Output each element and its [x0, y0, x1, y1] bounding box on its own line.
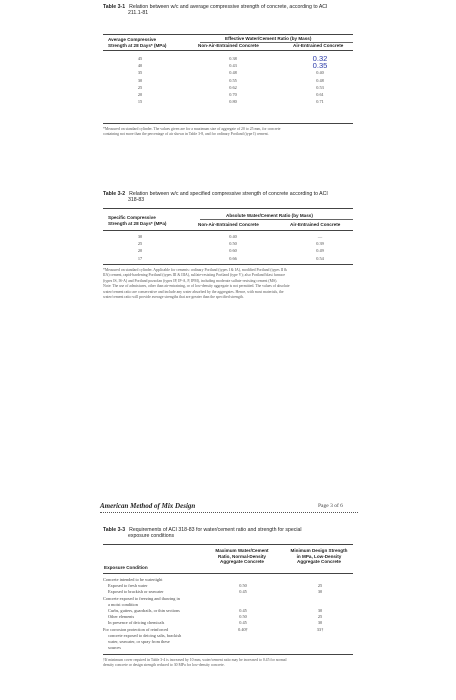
table-row: Exposed to brackish or seawater — [108, 589, 164, 595]
table-cell: 0.40† — [238, 626, 248, 632]
table3-bottom-rule — [103, 654, 353, 655]
table-cell: 30 — [317, 607, 323, 613]
table-cell: 40 — [137, 63, 143, 69]
table-row: In presence of deicing chemicals — [108, 620, 165, 626]
table-row: For corrosion protection of reinforced — [103, 626, 169, 632]
table-cell: 0.62 — [229, 84, 237, 90]
table-cell: 30 — [317, 620, 323, 626]
table-row: Curbs, gutters, guardrails, or thin sections — [108, 607, 180, 613]
table2-footnote: *Measured on standard cylinder. Applicable for cements: ordinary Portland (types I & IA), modified Portland (types II & IIA) cement, rapid-hardening Portland (types III & IIIA), sulfate-resisting Portland (type V); also Portland blast furnace (types IS, IS-A) and Portland pozzolan (types IP, IP-A, P, IPM), including moderate sulfate-resisting cement (MS). Note: The use of admixtures, other than air-entraining, or of low-density aggregate is not permitted. The values of absolute water/cement ratio are conservative and include any water absorbed by the aggregates. Hence, with most materials, the water/cement ratio will provide average strengths that are greater than the specified strength. — [103, 268, 290, 300]
table-cell: 0.50 — [239, 614, 247, 620]
table-cell: 0.43 — [229, 63, 237, 69]
table-cell: 0.60 — [229, 248, 237, 254]
table2-top-rule — [103, 208, 353, 209]
table3-head-strength: Minimum Design Strength in MPa, Low-Density Aggregate Concrete — [290, 548, 348, 565]
table2-air-column — [307, 233, 333, 262]
table-cell-handwritten: 0.32 — [312, 54, 328, 63]
table1-caption — [103, 4, 328, 17]
table-cell: 25 — [317, 614, 323, 620]
table3-head-exposure: Exposure Condition — [104, 565, 148, 570]
table2-head-non-air: Non-Air-Entrained Concrete — [198, 222, 259, 227]
table-cell: 20 — [137, 91, 143, 97]
table3-footnote: †If minimum cover required in Table 3-4 is increased by 10 mm, water/cement ratio may be increased to 0.45 for normal density concrete or design strength reduced to 30 MPa for low-density concrete. — [103, 658, 287, 668]
table-cell: 0.38 — [229, 56, 237, 61]
table-cell: 0.39 — [316, 241, 324, 247]
table1-top-rule — [103, 34, 353, 35]
table-cell: 0.45 — [239, 620, 247, 626]
table-cell: 0.49 — [316, 248, 324, 254]
table2-group-rule — [200, 219, 353, 220]
table-cell: 20 — [137, 248, 143, 254]
table-row: sources — [108, 645, 121, 651]
table1-head-group: Effective Water/Cement Ratio (by Mass) — [225, 36, 312, 41]
section-title: American Method of Mix Design — [100, 502, 196, 510]
table-cell: 25 — [137, 241, 143, 247]
table2-head-air: Air-Entrained Concrete — [290, 222, 341, 227]
table-cell: 0.80 — [229, 99, 237, 105]
table-cell: 0.48 — [229, 70, 237, 76]
table2-title: Relation between w/c and specified compressive strength of concrete according to ACI — [129, 191, 328, 197]
table2-caption — [103, 191, 328, 204]
table-cell: 45 — [137, 56, 143, 61]
table1-label: Table 3-1 — [103, 4, 126, 10]
table2-head-rule — [103, 230, 353, 231]
table-row: Concrete exposed to freezing and thawing in — [103, 595, 180, 601]
page-number: Page 3 of 6 — [318, 503, 343, 509]
table-cell: 0.40 — [229, 234, 237, 239]
table-cell: — — [317, 234, 323, 239]
table1-strength-column — [130, 55, 150, 105]
table1-non-air-column — [222, 55, 244, 105]
table-cell: 33† — [316, 626, 324, 632]
table1-head-air: Air-Entrained Concrete — [293, 43, 344, 48]
table2-label: Table 3-2 — [103, 191, 126, 197]
table1-head-strength: Average Compressive Strength at 28 Days* (MPa) — [108, 37, 167, 48]
table3-head-wc: Maximum Water/Cement Ratio, Normal-Density Aggregate Concrete — [215, 548, 269, 565]
table1-bottom-rule — [103, 123, 353, 124]
table2-non-air-column — [222, 233, 244, 262]
table-cell: 0.53 — [316, 84, 324, 90]
table3-title-line2: exposure conditions — [128, 533, 175, 540]
table3-caption — [103, 527, 302, 540]
table-cell: 30 — [317, 589, 323, 595]
table-cell: 17 — [137, 255, 143, 261]
table3-head-rule — [103, 573, 353, 574]
table-row: Other elements — [108, 614, 135, 620]
table-cell: 0.61 — [316, 91, 324, 97]
table1-title-line2: 211.1-81 — [128, 10, 149, 17]
table-cell: 15 — [137, 99, 143, 105]
table2-title-line2: 318-83 — [128, 197, 145, 204]
table2-bottom-rule — [103, 264, 353, 265]
table-cell: 0.48 — [316, 77, 324, 83]
table-cell: 0.54 — [316, 255, 324, 261]
table-cell: 35 — [137, 70, 143, 76]
table-row: concrete exposed to deicing salts, brackish — [108, 632, 182, 638]
table-row: Exposed to fresh water — [108, 583, 148, 589]
table-cell: 0.70 — [229, 91, 237, 97]
table-cell-handwritten: 0.35 — [312, 61, 328, 71]
table3-wc-column — [232, 577, 254, 651]
table-cell: 0.45 — [239, 607, 247, 613]
table-row: a moist condition — [108, 601, 138, 607]
table-cell: 0.40 — [316, 70, 324, 76]
table1-head-non-air: Non-Air-Entrained Concrete — [198, 43, 259, 48]
table-cell: 0.55 — [229, 77, 237, 83]
table1-head-rule — [103, 50, 353, 51]
table2-head-strength: Specific Compressive Strength at 28 Days* (MPa) — [108, 215, 167, 226]
table-cell: 30 — [137, 77, 143, 83]
table2-head-group: Absolute Water/Cement Ratio (by Mass) — [226, 213, 313, 218]
table-row: Concrete intended to be watertight — [103, 577, 163, 582]
table1-title: Relation between w/c and average compressive strength of concrete, according to ACI — [129, 4, 328, 10]
table3-exposure-column — [103, 577, 213, 651]
table-cell: 25 — [137, 84, 143, 90]
table-cell: 0.50 — [239, 583, 247, 589]
table3-title: Requirements of ACI 318-83 for water/cement ratio and strength for special — [129, 527, 302, 533]
table1-air-column — [307, 55, 333, 105]
table3-top-rule — [103, 544, 353, 545]
table-cell: 30 — [137, 234, 143, 239]
table3-strength-column — [310, 577, 330, 651]
table2-strength-column — [130, 233, 150, 262]
table-cell: 0.66 — [229, 255, 237, 261]
table-cell — [310, 645, 330, 651]
table-cell: 0.71 — [316, 99, 324, 105]
table-row: water, seawater, or spray from these — [108, 638, 170, 644]
header-dotted-rule — [100, 512, 358, 513]
table-cell: 25 — [317, 583, 323, 589]
table1-footnote: *Measured on standard cylinder. The values given are for a maximum size of aggregate of 20 to 25 mm, for concrete containing not more than the percentage of air shown in Table 3-8, and for ordinary Portland (type I) cement. — [103, 127, 281, 137]
table-cell — [232, 645, 254, 651]
table-cell: 0.45 — [239, 589, 247, 595]
table3-label: Table 3-3 — [103, 527, 126, 533]
table-cell: 0.50 — [229, 241, 237, 247]
